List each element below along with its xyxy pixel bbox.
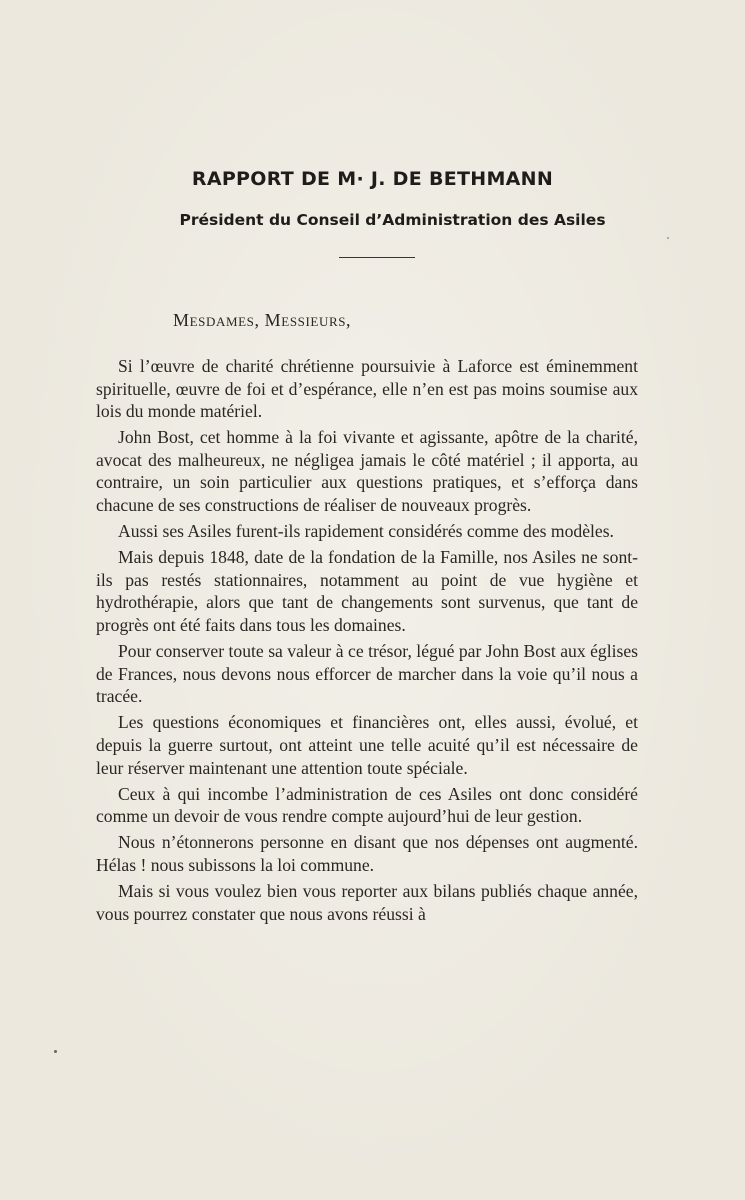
paragraph-9: Mais si vous voulez bien vous reporter aux bilans publiés chaque année, vous pourrez constater que nous avons réussi à: [96, 881, 638, 924]
paragraph-5: Pour conserver toute sa valeur à ce trésor, légué par John Bost aux églises de Frances, nous devons nous efforcer de marcher dans la voie qu’il nous a tracée.: [96, 641, 638, 707]
paragraph-3: Aussi ses Asiles furent-ils rapidement considérés comme des modèles.: [118, 521, 614, 542]
paper-speck: [54, 1050, 57, 1053]
paragraph-2: John Bost, cet homme à la foi vivante et agissante, apôtre de la charité, avocat des malheureux, ne négligea jamais le côté matériel ; il apporta, au contraire, un soin particulier aux questions pratiques, et s’efforça dans chacune de ses constructions de réaliser de nouveaux progrès.: [96, 427, 638, 516]
paragraph-1: Si l’œuvre de charité chrétienne poursuivie à Laforce est éminemment spirituelle, œuvre de foi et d’espérance, elle n’en est pas moins soumise aux lois du monde matériel.: [96, 356, 638, 422]
paragraph-8: Nous n’étonnerons personne en disant que nos dépenses ont augmenté. Hélas ! nous subissons la loi commune.: [96, 832, 638, 875]
page-title: RAPPORT DE M· J. DE BETHMANN: [191, 168, 554, 190]
salutation: [173, 310, 351, 331]
title-divider: [339, 257, 415, 258]
page-subtitle: Président du Conseil d’Administration des Asiles: [179, 211, 606, 229]
paragraph-6: Les questions économiques et financières ont, elles aussi, évolué, et depuis la guerre surtout, ont atteint une telle acuité qu’il est nécessaire de leur réserver maintenant une attention toute spéciale.: [96, 712, 638, 778]
paper-speck: [667, 237, 669, 239]
paragraph-7: Ceux à qui incombe l’administration de ces Asiles ont donc considéré comme un devoir de vous rendre compte aujourd’hui de leur gestion.: [96, 783, 638, 827]
report-body: [96, 355, 638, 929]
paragraph-4: Mais depuis 1848, date de la fondation de la Famille, nos Asiles ne sont-ils pas restés stationnaires, notamment au point de vue hygiène et hydrothérapie, alors que tant de changements sont survenus, que tant de progrès ont été faits dans tous les domaines.: [96, 547, 638, 636]
salutation-text: Mesdames, Messieurs,: [173, 310, 352, 330]
